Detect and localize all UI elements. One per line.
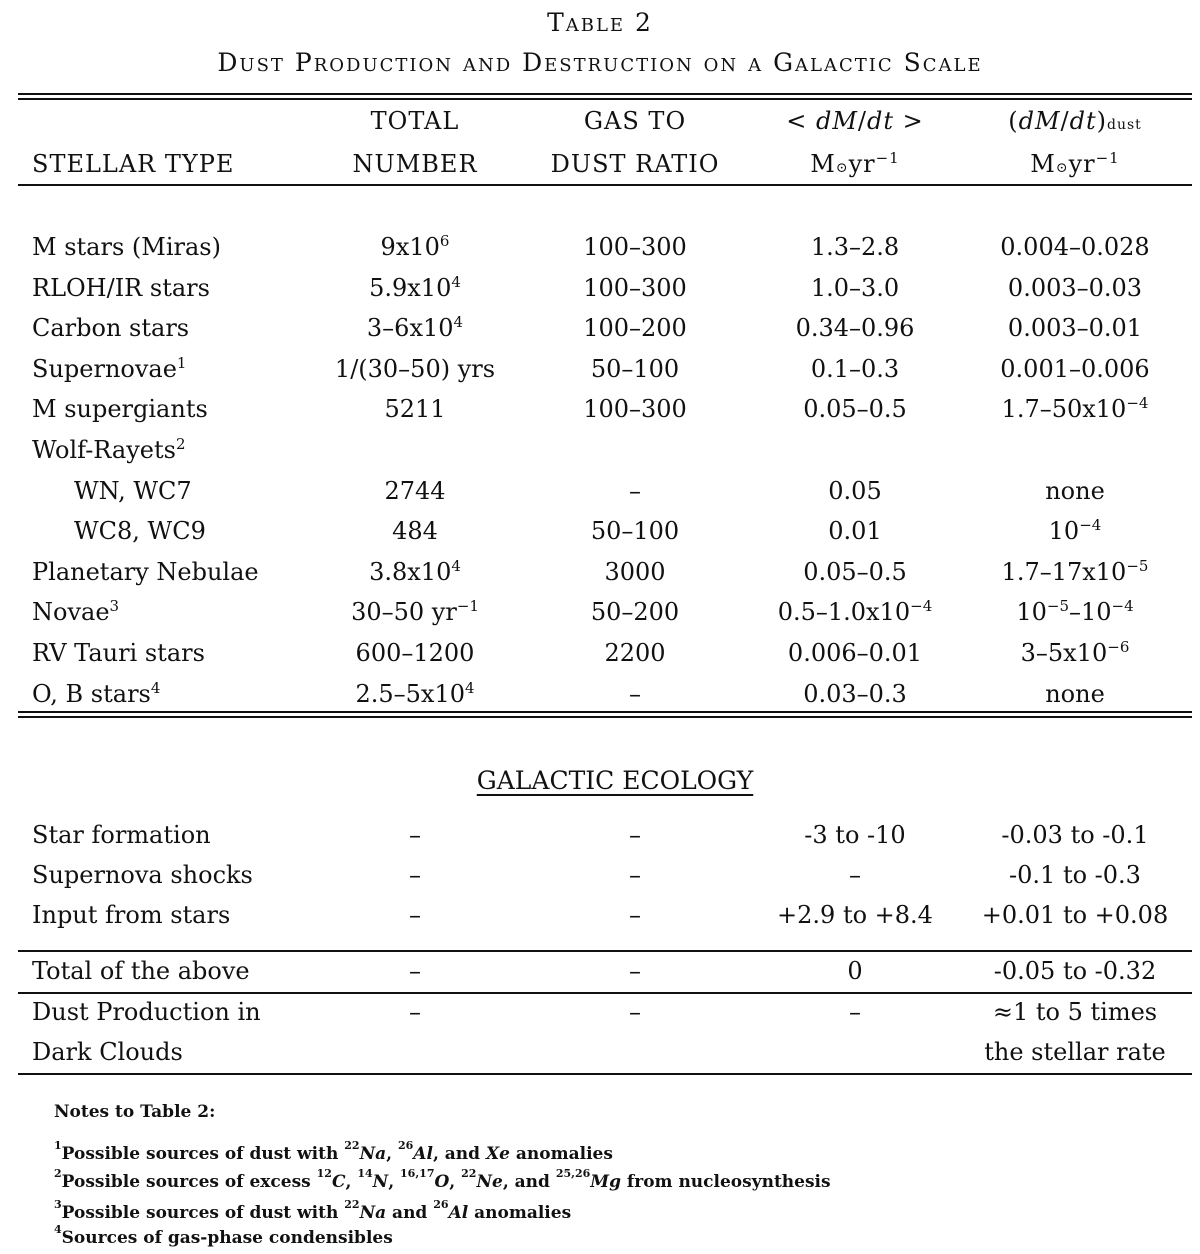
ecology-type: Supernova shocks (32, 861, 253, 889)
row-number: 2744 (384, 477, 446, 505)
note-4: $^4$Sources of gas-phase condensibles (54, 1223, 393, 1248)
row-dmdt: 1.0–3.0 (810, 274, 900, 302)
row-type: M stars (Miras) (32, 233, 221, 261)
ecology-dmdt: – (849, 861, 861, 889)
row-type: RLOH/IR stars (32, 274, 210, 302)
table-number: Table 2 (547, 8, 653, 37)
ecology-type: Star formation (32, 821, 211, 849)
dark-clouds-ratio: – (629, 998, 641, 1026)
dark-clouds-dust-line2: the stellar rate (984, 1038, 1166, 1066)
dark-clouds-dmdt: – (849, 998, 861, 1026)
row-number: $9x10^6$ (380, 232, 450, 261)
stellar-bottom-rule-second (18, 716, 1192, 718)
ecology-dust: +0.01 to +0.08 (981, 901, 1169, 929)
row-dust: $3-5x10^{-6}$ (1020, 638, 1130, 667)
header-rule (18, 184, 1192, 186)
row-number: $2.5-5x10^4$ (355, 679, 475, 708)
note-1: $^1$Possible sources of dust with $^{22}$Na, $^{26}$Al, and Xe anomalies (54, 1139, 613, 1164)
header-dmdt-line1: < dM/dt > (786, 107, 924, 135)
row-type: WC8, WC9 (74, 517, 206, 545)
row-number: $3-6x10^4$ (366, 313, 464, 342)
stellar-bottom-rule (18, 711, 1192, 713)
ecology-dmdt: +2.9 to +8.4 (777, 901, 933, 929)
row-dmdt: 0.1–0.3 (810, 355, 900, 383)
top-rule (18, 93, 1192, 95)
row-dmdt: 0.01 (828, 517, 882, 545)
total-row-dust: -0.05 to -0.32 (993, 957, 1157, 985)
dark-clouds-label-line1: Dust Production in (32, 998, 261, 1026)
row-ratio: 100–300 (583, 274, 687, 302)
row-ratio: 50–100 (590, 517, 680, 545)
row-type: O, B stars$^4$ (32, 679, 161, 708)
ecology-rule (18, 950, 1192, 952)
header-dmdt-dust-unit: $M_⊙yr^{-1}$ (1030, 149, 1120, 178)
row-ratio: 100–300 (583, 395, 687, 423)
ecology-type: Input from stars (32, 901, 231, 929)
ecology-dust: -0.03 to -0.1 (1001, 821, 1149, 849)
row-dust: 0.004–0.028 (1000, 233, 1150, 261)
row-dmdt: 0.05–0.5 (803, 395, 907, 423)
row-type: Planetary Nebulae (32, 558, 259, 586)
row-dust: 0.003–0.03 (1007, 274, 1143, 302)
row-ratio: 100–200 (583, 314, 687, 342)
total-row-label: Total of the above (32, 957, 250, 985)
row-ratio: 2200 (604, 639, 666, 667)
ecology-number: – (409, 861, 421, 889)
row-dmdt: 0.03–0.3 (803, 680, 907, 708)
table-title: Dust Production and Destruction on a Galactic Scale (217, 48, 983, 77)
row-type: Wolf-Rayets$^2$ (32, 435, 186, 464)
header-total-line1: TOTAL (370, 107, 460, 135)
header-total-line2: NUMBER (352, 150, 478, 178)
ecology-ratio: – (629, 861, 641, 889)
row-number: 5211 (384, 395, 446, 423)
row-dmdt: 0.05 (828, 477, 882, 505)
header-dmdt-unit: $M_⊙yr^{-1}$ (810, 149, 900, 178)
row-ratio: – (629, 680, 641, 708)
row-dust: 0.001–0.006 (1000, 355, 1150, 383)
notes-heading: Notes to Table 2: (54, 1102, 216, 1122)
row-dust: $10^{-5}-10^{-4}$ (1016, 597, 1134, 626)
row-dmdt: 0.05–0.5 (803, 558, 907, 586)
ecology-ratio: – (629, 821, 641, 849)
row-number: 484 (392, 517, 438, 545)
row-ratio: 3000 (604, 558, 666, 586)
row-ratio: 100–300 (583, 233, 687, 261)
header-gas-line2: DUST RATIO (550, 150, 720, 178)
total-row-ratio: – (629, 957, 641, 985)
ecology-dmdt: -3 to -10 (804, 821, 906, 849)
total-row-number: – (409, 957, 421, 985)
row-type: Carbon stars (32, 314, 190, 342)
ecology-ratio: – (629, 901, 641, 929)
header-stellar-type: STELLAR TYPE (32, 150, 235, 178)
row-number: $5.9x10^4$ (369, 273, 461, 302)
row-dmdt: 0.006–0.01 (787, 639, 923, 667)
row-dust: none (1045, 477, 1105, 505)
row-ratio: – (629, 477, 641, 505)
row-dmdt: 0.34–0.96 (795, 314, 915, 342)
ecology-number: – (409, 821, 421, 849)
row-dmdt: 1.3–2.8 (810, 233, 900, 261)
row-type: Novae$^3$ (32, 597, 120, 626)
header-gas-line1: GAS TO (583, 107, 687, 135)
note-3: $^3$Possible sources of dust with $^{22}$Na and $^{26}$Al anomalies (54, 1198, 572, 1223)
row-ratio: 50–200 (590, 598, 680, 626)
header-dmdt-dust-line1: $(dM/dt)_{dust}$ (1008, 107, 1142, 135)
total-rule (18, 992, 1192, 994)
note-2: $^2$Possible sources of excess $^{12}$C, $^{14}$N, $^{16,17}$O, $^{22}$Ne, and $^{25,26}$Mg from nucleosynthesis (54, 1167, 831, 1192)
row-type: WN, WC7 (74, 477, 192, 505)
dark-clouds-label-line2: Dark Clouds (32, 1038, 183, 1066)
row-number: $3.8x10^4$ (369, 557, 461, 586)
total-row-dmdt: 0 (847, 957, 863, 985)
row-dust: $1.7-17x10^{-5}$ (1001, 557, 1149, 586)
top-rule-second (18, 98, 1192, 100)
row-number: 600–1200 (355, 639, 475, 667)
row-type: Supernovae$^1$ (32, 354, 187, 383)
dark-clouds-number: – (409, 998, 421, 1026)
row-dust: $10^{-4}$ (1048, 516, 1102, 545)
ecology-dust: -0.1 to -0.3 (1009, 861, 1141, 889)
bottom-rule (18, 1073, 1192, 1075)
ecology-title: GALACTIC ECOLOGY (476, 766, 754, 795)
row-dmdt: $0.5-1.0x10^{-4}$ (777, 597, 933, 626)
row-dust: $1.7-50x10^{-4}$ (1001, 394, 1149, 423)
ecology-number: – (409, 901, 421, 929)
dark-clouds-dust-line1: ≈1 to 5 times (992, 998, 1158, 1026)
row-number: 30–50 $yr^{-1}$ (351, 597, 479, 626)
row-type: M supergiants (32, 395, 208, 423)
row-number: 1/(30–50) yrs (334, 355, 496, 383)
row-dust: none (1045, 680, 1105, 708)
row-dust: 0.003–0.01 (1007, 314, 1143, 342)
row-ratio: 50–100 (590, 355, 680, 383)
row-type: RV Tauri stars (32, 639, 205, 667)
